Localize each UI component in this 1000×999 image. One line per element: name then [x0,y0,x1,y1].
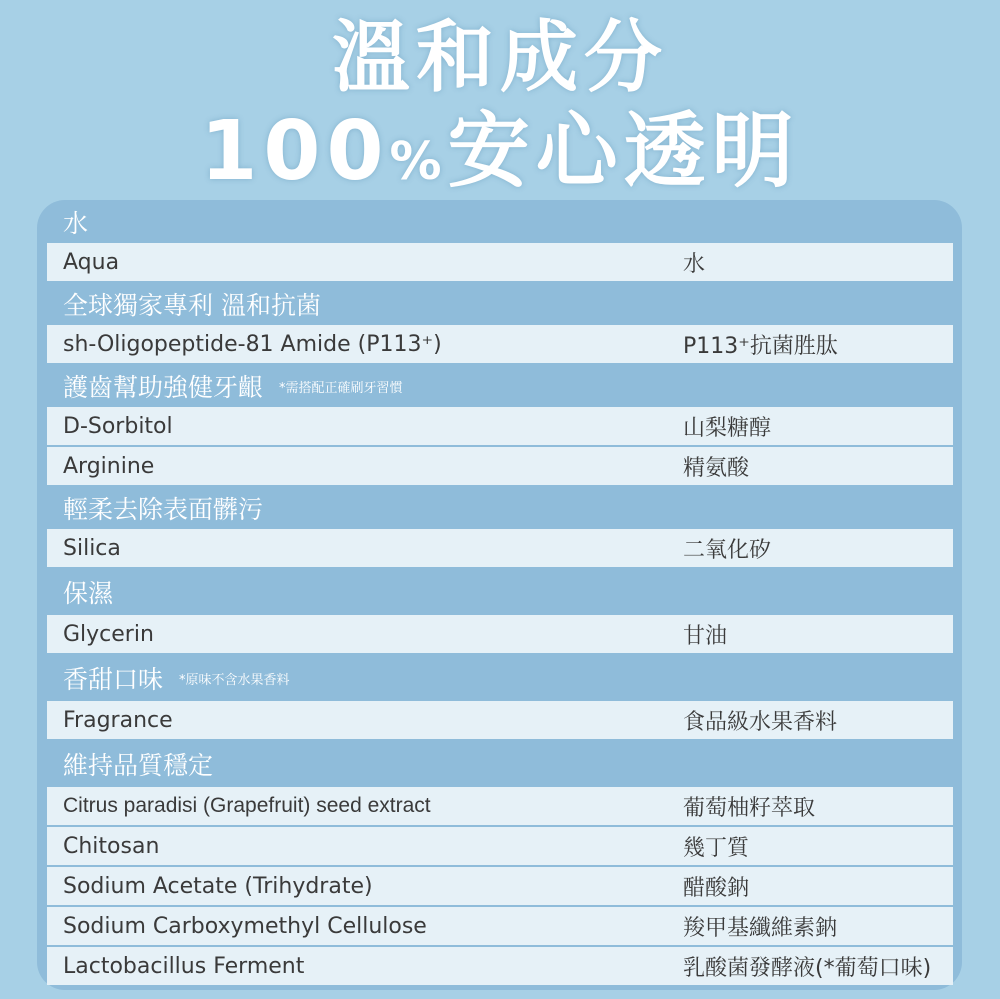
ingredient-row [47,325,953,363]
ingredient-zh: 羧甲基纖維素鈉 [683,915,838,941]
ingredient-en: Glycerin [63,621,154,647]
ingredient-en: Sodium Acetate (Trihydrate) [63,873,373,899]
ingredient-zh: 甘油 [683,623,728,649]
category-label: 全球獨家專利 溫和抗菌 [63,291,321,320]
ingredient-row [47,529,953,567]
category-note: *需搭配正確刷牙習慣 [279,380,403,396]
ingredient-zh: 食品級水果香料 [683,709,838,735]
ingredient-zh: 山梨糖醇 [683,415,772,441]
category-moisturizing [47,569,953,615]
ingredient-zh: 精氨酸 [683,455,750,481]
ingredient-zh: 醋酸鈉 [683,875,750,901]
ingredient-row [47,447,953,485]
category-cleaning [47,487,953,529]
ingredient-zh: 幾丁質 [683,835,750,861]
ingredient-en: Sodium Carboxymethyl Cellulose [63,913,427,939]
ingredient-row [47,407,953,445]
title-line-1: 溫和成分 [331,13,668,103]
ingredient-row [47,787,953,825]
title-text: 安心透明 [447,104,800,199]
ingredient-en: Chitosan [63,833,160,859]
ingredient-row [47,867,953,905]
category-label: 保濕 [63,579,114,608]
ingredient-en: D-Sorbitol [63,413,173,439]
ingredient-zh: 水 [683,251,706,277]
category-water [47,201,953,243]
ingredient-row [47,615,953,653]
category-label: 香甜口味 [63,665,164,694]
ingredient-zh: P113⁺抗菌胜肽 [683,333,838,359]
ingredient-en: Citrus paradisi (Grapefruit) seed extract [63,794,431,817]
category-antibacterial [47,283,953,325]
ingredient-en: Silica [63,535,121,561]
category-flavor [47,655,953,701]
ingredient-row [47,947,953,985]
ingredient-en: Lactobacillus Ferment [63,953,305,979]
ingredient-row [47,243,953,281]
category-label: 輕柔去除表面髒污 [63,495,264,524]
ingredient-en: Arginine [63,453,155,479]
title-line-2 [0,102,1000,212]
ingredient-zh: 乳酸菌發酵液(*葡萄口味) [683,955,932,981]
title-percent-sign: % [389,132,448,192]
ingredient-zh: 二氧化矽 [683,537,772,563]
ingredient-en: Fragrance [63,707,173,733]
ingredient-zh: 葡萄柚籽萃取 [683,795,816,821]
ingredient-row [47,907,953,945]
ingredient-en: sh-Oligopeptide-81 Amide (P113⁺) [63,331,442,357]
category-stability [47,741,953,787]
category-label: 水 [63,209,89,238]
category-label: 護齒幫助強健牙齦 [63,373,264,402]
category-gum-care [47,365,953,407]
ingredient-en: Aqua [63,249,120,275]
ingredient-row [47,701,953,739]
title-number: 100 [200,104,390,199]
ingredient-row [47,827,953,865]
ingredients-list [47,201,953,987]
category-note: *原味不含水果香料 [179,672,290,688]
category-label: 維持品質穩定 [63,751,214,780]
